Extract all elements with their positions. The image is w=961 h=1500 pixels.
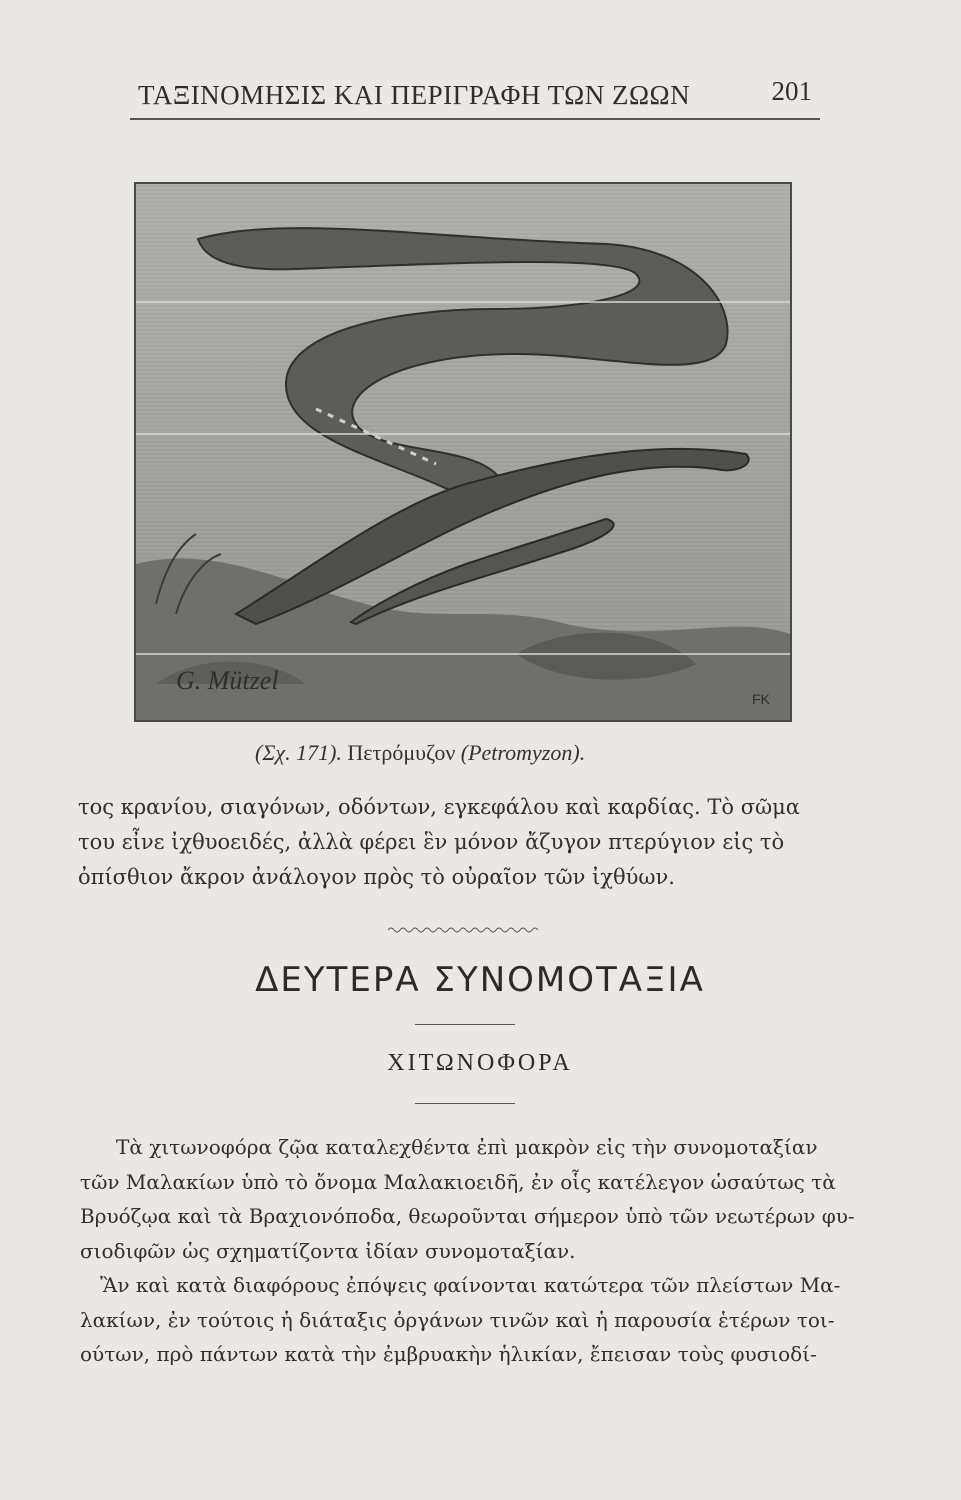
engraving-illustration: [136, 184, 790, 720]
heading-rule-top: [415, 1024, 515, 1025]
text-line: λακίων, ἐν τούτοις ἡ διάταξις ὀργάνων τινῶν καὶ ἡ παρουσία ἑτέρων τοι-: [80, 1307, 835, 1332]
text-line: Βρυόζῳα καὶ τὰ Βραχιονόποδα, θεωροῦνται σήμερον ὑπὸ τῶν νεωτέρων φυ-: [80, 1204, 855, 1228]
caption-greek-name: Πετρόμυζον: [347, 740, 456, 765]
header-rule: [130, 118, 820, 120]
text-line: τος κρανίου, σιαγόνων, οδόντων, εγκεφάλου καὶ καρδίας. Τὸ σῶμα: [78, 795, 800, 819]
lamprey-engraving: [134, 182, 792, 722]
body-paragraphs: [80, 1130, 855, 1372]
text-line: Τὰ χιτωνοφόρα ζῷα καταλεχθέντα ἐπὶ μακρὸν εἰς τὴν συνομοταξίαν: [116, 1135, 818, 1159]
caption-figure-number: (Σχ. 171).: [255, 740, 342, 765]
text-line: ούτων, πρὸ πάντων κατὰ τὴν ἐμβρυακὴν ἡλικίαν, ἔπεισαν τοὺς φυσιοδί-: [80, 1342, 817, 1366]
page-number: 201: [771, 76, 812, 106]
engraver-monogram: FK: [752, 691, 770, 707]
running-head-title: ΤΑΞΙΝΟΜΗΣΙΣ ΚΑΙ ΠΕΡΙΓΡΑΦΗ ΤΩΝ ΖΩΩΝ: [138, 80, 691, 110]
running-head: [130, 68, 820, 118]
heading-rule-bottom: [415, 1103, 515, 1104]
section-heading: ΔΕΥΤΕΡΑ ΣΥΝΟΜΟΤΑΞΙΑ: [255, 960, 705, 1000]
caption-latin-name: (Petromyzon).: [460, 740, 586, 765]
artist-signature: G. Mützel: [176, 666, 279, 695]
text-line: σιοδιφῶν ὡς σχηματίζοντα ἰδίαν συνομοταξίαν.: [80, 1238, 576, 1263]
subsection-heading: ΧΙΤΩΝΟΦΟΡΑ: [387, 1050, 573, 1076]
text-line: ὀπίσθιον ἄκρον ἀνάλογον πρὸς τὸ οὐραῖον τῶν ἰχθύων.: [78, 865, 675, 889]
wavy-separator: [388, 925, 538, 935]
text-line: του εἶνε ἰχθυοειδές, ἀλλὰ φέρει ἓν μόνον ἄζυγον πτερύγιον εἰς τὸ: [78, 830, 785, 854]
text-line: τῶν Μαλακίων ὑπὸ τὸ ὄνομα Μαλακιοειδῆ, ἐν οἷς κατέλεγον ὡσαύτως τὰ: [80, 1169, 836, 1194]
continuation-paragraph: [78, 790, 848, 895]
figure-caption: [255, 740, 755, 766]
text-line: Ἂν καὶ κατὰ διαφόρους ἐπόψεις φαίνονται κατώτερα τῶν πλείστων Μα-: [100, 1273, 841, 1297]
